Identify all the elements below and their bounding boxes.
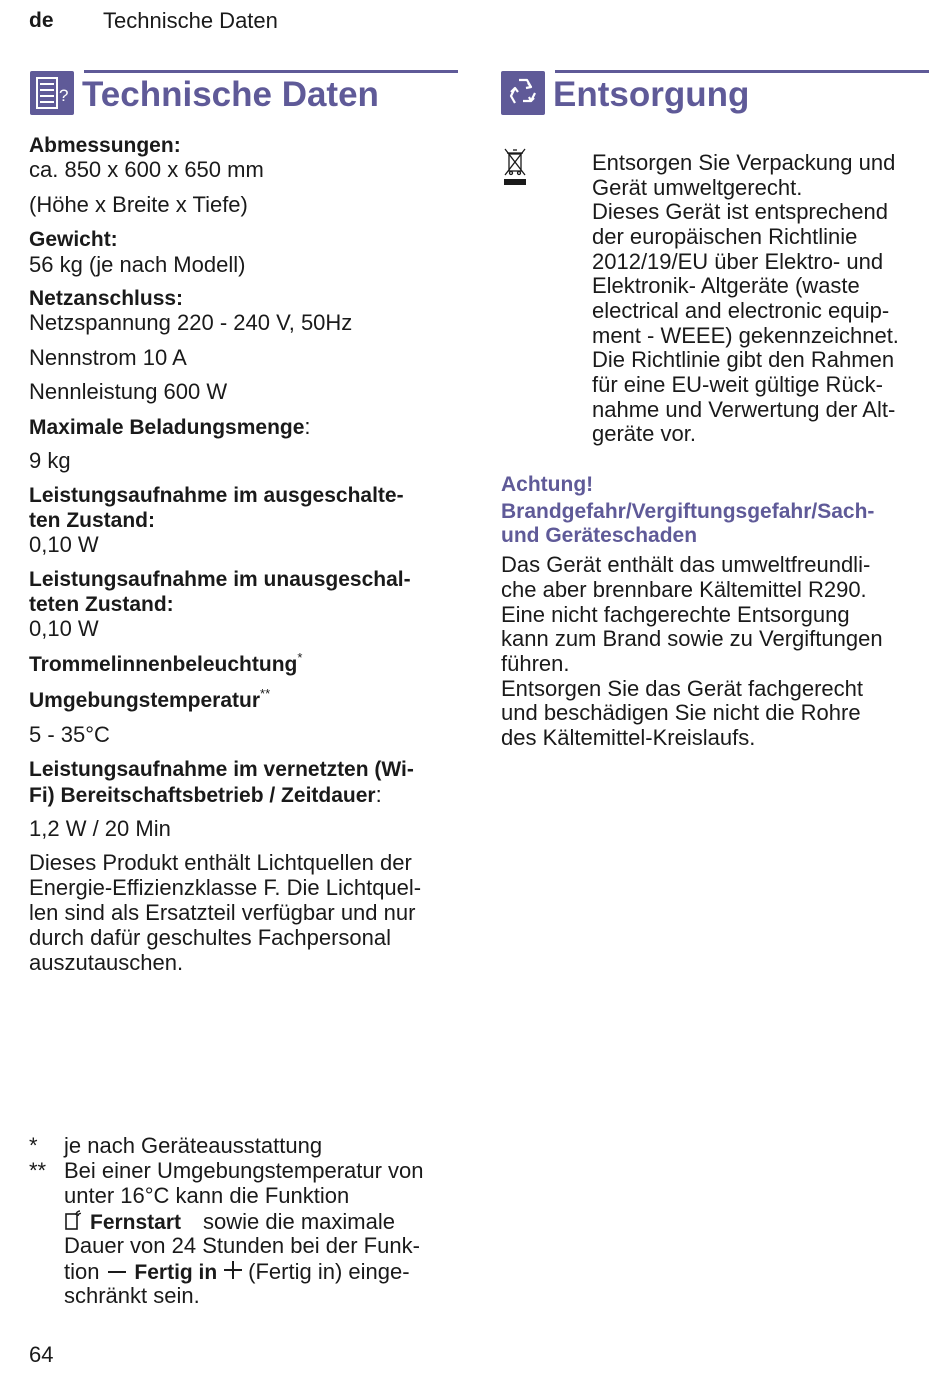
footnote-text: sowie die maximale	[203, 1209, 395, 1234]
spec-label: Leistungsaufnahme im ausgeschalte-	[29, 484, 404, 507]
spec-label: Maximale Beladungsmenge	[29, 416, 305, 439]
paragraph-line: Dieses Gerät ist entsprechend	[592, 199, 888, 224]
paragraph-line: auszutauschen.	[29, 950, 184, 975]
spec-label: ten Zustand:	[29, 509, 155, 532]
paragraph-line: che aber brennbare Kältemittel R290.	[501, 577, 867, 602]
paragraph-line: geräte vor.	[592, 421, 696, 446]
heading-rule	[555, 70, 929, 73]
paragraph-line: führen.	[501, 651, 570, 676]
heading-rule	[84, 70, 458, 73]
spec-label	[29, 650, 303, 678]
footnote-text: je nach Geräteausstattung	[64, 1133, 323, 1158]
paragraph-line: Energie-Effizienzklasse F. Die Lichtquel-	[29, 875, 422, 900]
minus-icon	[108, 1271, 126, 1273]
language-code: de	[29, 9, 54, 32]
footnote-text: tion	[64, 1259, 100, 1284]
spec-label-text: Trommelinnenbeleuchtung	[29, 653, 298, 676]
plus-icon	[222, 1259, 244, 1286]
recycle-icon	[501, 71, 545, 115]
spec-label: Leistungsaufnahme im vernetzten (Wi-	[29, 758, 414, 781]
paragraph-line: Dieses Produkt enthält Lichtquellen der	[29, 850, 412, 875]
paragraph-line: kann zum Brand sowie zu Vergiftungen	[501, 626, 883, 651]
footnote-line	[64, 1209, 395, 1236]
paragraph-line: len sind als Ersatzteil verfügbar und nur	[29, 900, 416, 925]
footnote-mark: *	[29, 1133, 38, 1158]
section-heading-technische-daten: Technische Daten	[82, 75, 379, 114]
remote-start-icon	[64, 1209, 84, 1236]
spec-value: 1,2 W / 20 Min	[29, 816, 171, 841]
paragraph-line: und beschädigen Sie nicht die Rohre	[501, 700, 861, 725]
document-question-icon	[30, 71, 74, 115]
spec-label: Abmessungen:	[29, 134, 181, 157]
paragraph-line: Gerät umweltgerecht.	[592, 175, 803, 200]
spec-value: 0,10 W	[29, 616, 99, 641]
page-number: 64	[29, 1342, 54, 1367]
paragraph-line: Das Gerät enthält das umweltfreundli-	[501, 552, 871, 577]
spec-label-text: Umgebungstemperatur	[29, 689, 261, 712]
fernstart-label: Fernstart	[90, 1211, 182, 1234]
spec-label: Gewicht:	[29, 228, 118, 251]
spec-value: Netzspannung 220 - 240 V, 50Hz	[29, 310, 353, 335]
footnote-text: (Fertig in) einge-	[248, 1259, 410, 1284]
footnote-text: schränkt sein.	[64, 1283, 200, 1308]
footnote-mark: **	[260, 686, 271, 701]
spec-value: 9 kg	[29, 448, 71, 473]
warning-subtitle: und Geräteschaden	[501, 524, 698, 547]
svg-text:?: ?	[59, 86, 69, 105]
paragraph-line: Eine nicht fachgerechte Entsorgung	[501, 602, 850, 627]
paragraph-line: 2012/19/EU über Elektro- und	[592, 249, 884, 274]
spec-label-row	[29, 783, 382, 809]
paragraph-line: für eine EU-weit gültige Rück-	[592, 372, 884, 397]
spec-colon: :	[375, 782, 382, 807]
crossed-bin-icon	[502, 146, 528, 193]
spec-value: 5 - 35°C	[29, 722, 110, 747]
spec-label	[29, 686, 271, 714]
fertig-in-label: Fertig in	[134, 1261, 218, 1284]
paragraph-line: der europäischen Richtlinie	[592, 224, 858, 249]
spec-label-row	[29, 415, 311, 441]
section-heading-entsorgung: Entsorgung	[553, 75, 750, 114]
paragraph-line: Elektronik- Altgeräte (waste	[592, 273, 860, 298]
footnote-text: Bei einer Umgebungstemperatur von	[64, 1158, 424, 1183]
running-header-title: Technische Daten	[103, 8, 278, 33]
paragraph-line: Die Richtlinie gibt den Rahmen	[592, 347, 895, 372]
paragraph-line: durch dafür geschultes Fachpersonal	[29, 925, 391, 950]
spec-value: (Höhe x Breite x Tiefe)	[29, 192, 248, 217]
spec-label: Netzanschluss:	[29, 287, 184, 310]
spec-label: Fi) Bereitschaftsbetrieb / Zeitdauer	[29, 784, 376, 807]
spec-colon: :	[304, 414, 311, 439]
paragraph-line: Entsorgen Sie Verpackung und	[592, 150, 896, 175]
warning-subtitle: Brandgefahr/Vergiftungsgefahr/Sach-	[501, 500, 875, 523]
paragraph-line: nahme und Verwertung der Alt-	[592, 397, 896, 422]
spec-value: 56 kg (je nach Modell)	[29, 252, 246, 277]
spec-value: ca. 850 x 600 x 650 mm	[29, 157, 264, 182]
footnote-line	[64, 1259, 410, 1286]
warning-title: Achtung!	[501, 473, 594, 496]
spec-label: Leistungsaufnahme im unausgeschal-	[29, 568, 411, 591]
footnote-text: Dauer von 24 Stunden bei der Funk-	[64, 1233, 420, 1258]
footnote-mark: **	[29, 1158, 47, 1183]
footnote-mark: *	[297, 650, 303, 665]
paragraph-line: des Kältemittel-Kreislaufs.	[501, 725, 756, 750]
spec-value: Nennstrom 10 A	[29, 345, 187, 370]
paragraph-line: ment - WEEE) gekennzeichnet.	[592, 323, 899, 348]
paragraph-line: electrical and electronic equip-	[592, 298, 890, 323]
spec-value: Nennleistung 600 W	[29, 379, 228, 404]
footnote-text: unter 16°C kann die Funktion	[64, 1183, 350, 1208]
paragraph-line: Entsorgen Sie das Gerät fachgerecht	[501, 676, 863, 701]
spec-value: 0,10 W	[29, 532, 99, 557]
spec-label: teten Zustand:	[29, 593, 174, 616]
